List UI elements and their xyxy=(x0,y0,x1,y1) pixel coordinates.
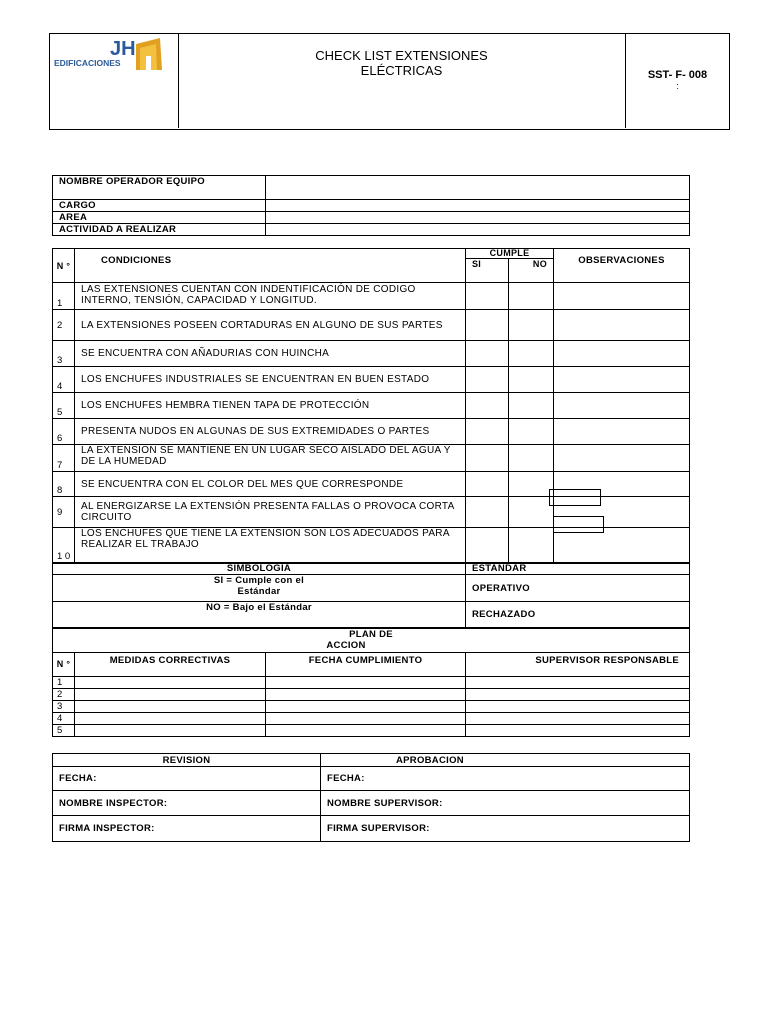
plan-row xyxy=(53,689,690,701)
si-checkbox[interactable] xyxy=(466,497,509,528)
si-checkbox[interactable] xyxy=(466,310,509,341)
col-no-header: NO xyxy=(509,259,554,283)
aprobacion-header: APROBACION xyxy=(321,754,690,767)
col-si-header: SI xyxy=(466,259,509,283)
no-checkbox[interactable] xyxy=(509,393,554,419)
checklist-row xyxy=(53,283,690,310)
plan-date-field[interactable] xyxy=(266,689,466,701)
plan-date-field[interactable] xyxy=(266,701,466,713)
plan-row-number: 4 xyxy=(53,713,75,725)
plan-row xyxy=(53,701,690,713)
observation-field[interactable] xyxy=(554,367,690,393)
legend-si-line1: SI = Cumple con el xyxy=(213,575,305,586)
code-cell xyxy=(626,34,729,128)
plan-title xyxy=(53,629,690,653)
simbologia-header: SIMBOLOGIA xyxy=(53,563,466,575)
plan-supervisor-field[interactable] xyxy=(466,725,690,737)
drawn-box xyxy=(553,516,604,533)
cargo-field[interactable] xyxy=(266,200,690,212)
row-number: 5 xyxy=(53,393,75,419)
plan-col-supervisor: SUPERVISOR RESPONSABLE xyxy=(466,653,690,677)
col-cumple-header: CUMPLE xyxy=(466,249,554,259)
condition-text: LA EXTENSION SE MANTIENE EN UN LUGAR SECO AISLADO DEL AGUA Y DE LA HUMEDAD xyxy=(75,445,466,472)
document-header xyxy=(49,33,730,130)
approval-date-field[interactable]: FECHA: xyxy=(321,767,690,791)
inspector-name-field[interactable]: NOMBRE INSPECTOR: xyxy=(53,791,321,816)
estandar-header: ESTANDAR xyxy=(466,563,690,575)
logo-cell xyxy=(50,34,179,128)
rechazado-label: RECHAZADO xyxy=(466,602,690,628)
logo-initials: JH xyxy=(110,38,136,60)
row-number: 7 xyxy=(53,445,75,472)
plan-measure-field[interactable] xyxy=(75,713,266,725)
plan-measure-field[interactable] xyxy=(75,677,266,689)
document-title-line2: ELÉCTRICAS xyxy=(360,63,443,78)
plan-measure-field[interactable] xyxy=(75,689,266,701)
no-checkbox[interactable] xyxy=(509,310,554,341)
document-title-line1: CHECK LIST EXTENSIONES xyxy=(315,48,488,63)
drawn-tick xyxy=(508,486,509,496)
plan-measure-field[interactable] xyxy=(75,701,266,713)
operator-info-table xyxy=(52,175,690,236)
observation-field[interactable] xyxy=(554,445,690,472)
plan-col-date: FECHA CUMPLIMIENTO xyxy=(266,653,466,677)
plan-supervisor-field[interactable] xyxy=(466,689,690,701)
no-checkbox[interactable] xyxy=(509,341,554,367)
drawn-box xyxy=(549,489,601,506)
si-checkbox[interactable] xyxy=(466,419,509,445)
plan-row-number: 1 xyxy=(53,677,75,689)
no-checkbox[interactable] xyxy=(509,367,554,393)
activity-field[interactable] xyxy=(266,224,690,236)
plan-supervisor-field[interactable] xyxy=(466,677,690,689)
plan-title-line2: ACCION xyxy=(326,640,366,651)
checklist-row xyxy=(53,341,690,367)
row-number: 4 xyxy=(53,367,75,393)
no-checkbox[interactable] xyxy=(509,528,554,564)
no-checkbox[interactable] xyxy=(509,445,554,472)
plan-date-field[interactable] xyxy=(266,725,466,737)
logo-company-name: EDIFICACIONES xyxy=(54,58,121,68)
plan-date-field[interactable] xyxy=(266,677,466,689)
revision-header: REVISION xyxy=(53,754,321,767)
supervisor-name-field[interactable]: NOMBRE SUPERVISOR: xyxy=(321,791,690,816)
no-checkbox[interactable] xyxy=(509,497,554,528)
row-number: 8 xyxy=(53,472,75,497)
plan-row xyxy=(53,677,690,689)
cargo-label: CARGO xyxy=(53,200,266,212)
document-code-sub: : xyxy=(676,81,679,91)
plan-row-number: 5 xyxy=(53,725,75,737)
supervisor-signature-field[interactable]: FIRMA SUPERVISOR: xyxy=(321,816,690,842)
operativo-label: OPERATIVO xyxy=(466,575,690,602)
si-checkbox[interactable] xyxy=(466,283,509,310)
col-observations-header: OBSERVACIONES xyxy=(554,249,690,283)
condition-text: LAS EXTENSIONES CUENTAN CON INDENTIFICACIÓN DE CODIGO INTERNO, TENSIÓN, CAPACIDAD Y LONGITUD. xyxy=(75,283,466,310)
row-number: 6 xyxy=(53,419,75,445)
no-checkbox[interactable] xyxy=(509,472,554,497)
action-plan-table xyxy=(52,628,690,737)
condition-text: LA EXTENSIONES POSEEN CORTADURAS EN ALGUNO DE SUS PARTES xyxy=(75,310,466,341)
checklist-row xyxy=(53,393,690,419)
condition-text: LOS ENCHUFES QUE TIENE LA EXTENSION SON LOS ADECUADOS PARA REALIZAR EL TRABAJO xyxy=(75,528,466,564)
no-checkbox[interactable] xyxy=(509,283,554,310)
plan-row xyxy=(53,725,690,737)
legend-si-cell xyxy=(53,575,466,602)
checklist-row xyxy=(53,367,690,393)
checklist-row xyxy=(53,419,690,445)
operator-label: NOMBRE OPERADOR EQUIPO xyxy=(53,176,266,200)
legend-no-text: NO = Bajo el Estándar xyxy=(53,602,466,628)
condition-text: SE ENCUENTRA CON EL COLOR DEL MES QUE CORRESPONDE xyxy=(75,472,466,497)
condition-text: LOS ENCHUFES INDUSTRIALES SE ENCUENTRAN EN BUEN ESTADO xyxy=(75,367,466,393)
observation-field[interactable] xyxy=(554,393,690,419)
signoff-table xyxy=(52,753,690,842)
plan-row-number: 2 xyxy=(53,689,75,701)
inspector-signature-field[interactable]: FIRMA INSPECTOR: xyxy=(53,816,321,842)
plan-col-measures: MEDIDAS CORRECTIVAS xyxy=(75,653,266,677)
checklist-row xyxy=(53,310,690,341)
col-number-header: N ° xyxy=(53,249,75,283)
condition-text: AL ENERGIZARSE LA EXTENSIÓN PRESENTA FALLAS O PROVOCA CORTA CIRCUITO xyxy=(75,497,466,528)
si-checkbox[interactable] xyxy=(466,528,509,564)
plan-supervisor-field[interactable] xyxy=(466,713,690,725)
legend-si-line2: Estándar xyxy=(237,586,281,597)
document-code: SST- F- 008 xyxy=(647,69,708,81)
plan-col-number: N ° xyxy=(53,653,75,677)
title-cell xyxy=(178,34,626,128)
plan-supervisor-field[interactable] xyxy=(466,701,690,713)
si-checkbox[interactable] xyxy=(466,367,509,393)
row-number: 3 xyxy=(53,341,75,367)
operator-field[interactable] xyxy=(266,176,690,200)
row-number: 1 0 xyxy=(53,528,75,564)
observation-field[interactable] xyxy=(554,310,690,341)
row-number: 9 xyxy=(53,497,75,528)
condition-text: SE ENCUENTRA CON AÑADURIAS CON HUINCHA xyxy=(75,341,466,367)
observation-field[interactable] xyxy=(554,283,690,310)
row-number: 1 xyxy=(53,283,75,310)
row-number: 2 xyxy=(53,310,75,341)
si-checkbox[interactable] xyxy=(466,472,509,497)
plan-row xyxy=(53,713,690,725)
condition-text: PRESENTA NUDOS EN ALGUNAS DE SUS EXTREMIDADES O PARTES xyxy=(75,419,466,445)
si-checkbox[interactable] xyxy=(466,341,509,367)
plan-row-number: 3 xyxy=(53,701,75,713)
plan-title-line1: PLAN DE xyxy=(349,629,393,640)
si-checkbox[interactable] xyxy=(466,393,509,419)
legend-table xyxy=(52,562,690,628)
activity-label: ACTIVIDAD A REALIZAR xyxy=(53,224,266,236)
observation-field[interactable] xyxy=(554,419,690,445)
no-checkbox[interactable] xyxy=(509,419,554,445)
si-checkbox[interactable] xyxy=(466,445,509,472)
observation-field[interactable] xyxy=(554,341,690,367)
area-label: AREA xyxy=(53,212,266,224)
area-field[interactable] xyxy=(266,212,690,224)
condition-text: LOS ENCHUFES HEMBRA TIENEN TAPA DE PROTECCIÓN xyxy=(75,393,466,419)
plan-date-field[interactable] xyxy=(266,713,466,725)
col-conditions-header: CONDICIONES xyxy=(75,249,466,283)
revision-date-field[interactable]: FECHA: xyxy=(53,767,321,791)
checklist-row xyxy=(53,445,690,472)
plan-measure-field[interactable] xyxy=(75,725,266,737)
